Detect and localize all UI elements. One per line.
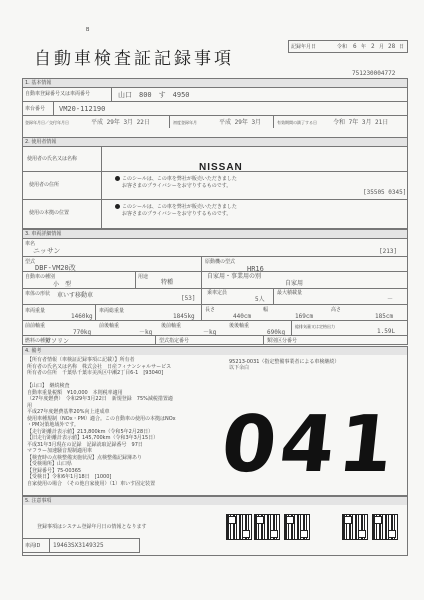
base-location-label: 使用の本拠の位置 <box>29 210 70 216</box>
height-label: 高さ <box>331 307 342 313</box>
remarks-right-line-1: 95213-0031（指定整備事業者による車検継続） <box>229 359 340 365</box>
front-rear-axle-label: 前後軸重 <box>99 323 120 329</box>
remarks-right-line-2: 以下余白 <box>229 365 250 371</box>
section3-heading: 3. 車両詳細情報 <box>25 231 62 237</box>
maker-value: ニッサン <box>33 247 61 255</box>
body-code: [53] <box>181 295 196 302</box>
handwritten-number: 041 <box>217 400 402 490</box>
qr-code-5 <box>372 514 398 540</box>
qr-code-1 <box>226 514 252 540</box>
purpose-label: 自家用・事業用の別 <box>207 273 262 280</box>
section-user-info <box>22 137 408 229</box>
reg-label: 自動車登録番号又は車両番号 <box>25 91 91 97</box>
length-label: 長さ <box>205 307 216 313</box>
privacy-seal-note-1b: お客さまのプライバシーをお守りするものです。 <box>122 183 232 189</box>
remarks-line: ・PM対策地域外です。 <box>27 422 79 428</box>
page-title: 自動車検査証記録事項 <box>34 49 234 69</box>
engine-label: 原動機の型式 <box>205 259 236 265</box>
front-rear-axle-value: －kg <box>139 329 153 336</box>
weight-value: 1460kg <box>71 313 93 320</box>
length-value: 440cm <box>233 313 252 320</box>
remarks-line: 平成27年度燃費基準20%向上達成車 <box>27 409 110 415</box>
user-name-label: 使用者の氏名又は名称 <box>27 156 78 162</box>
section2-heading: 2. 使用者情報 <box>25 139 57 145</box>
chassis-label: 車台番号 <box>25 106 46 112</box>
remarks-line: 平成31年3月現在の記録 記録読取記録番号 97日 <box>27 441 143 448</box>
remarks-line: 自動車重量税額 ¥10,000 本則税率適用 <box>27 389 123 396</box>
rear-rear-axle-value: 690kg <box>267 329 286 336</box>
rear-rear-axle-label: 後後軸重 <box>229 323 250 329</box>
vehicle-id-value: 19463SX3149325 <box>53 542 104 549</box>
remarks-line: 【受検場所】山口県 <box>27 461 73 467</box>
privacy-seal-note-2a: このシールは、この車を弊社が販売いただきました <box>115 204 237 210</box>
vehicle-id-box <box>22 538 140 553</box>
section4-heading: 4. 備考 <box>25 348 42 354</box>
section5-heading: 5. 注意事項 <box>25 498 52 504</box>
load-label: 最大積載量 <box>277 290 303 296</box>
model-label: 型式 <box>25 259 36 265</box>
load-value: － <box>387 296 394 303</box>
remarks-line: 【山口】 継続検査 <box>27 383 70 389</box>
body-label: 車体の形状 <box>25 291 51 297</box>
remarks-line: 【検査時の点検整備実施状況】点検整備記録簿あり <box>27 454 143 461</box>
height-value: 185cm <box>375 313 394 320</box>
user-address-label: 使用者の住所 <box>29 182 60 188</box>
nissan-logo: NISSAN <box>199 162 243 173</box>
expiry-value: 令和 7年 3月 21日 <box>333 119 389 126</box>
expiry-label: 有効期間の満了する日 <box>277 120 317 125</box>
issue-era: 令和 <box>337 44 348 50</box>
letter-b: B <box>86 27 90 33</box>
qr-code-3 <box>284 514 310 540</box>
remarks-line: 【旧走行距離計表示値】145,700km（令和3年3月15日） <box>27 435 159 441</box>
chassis-value: VM20-112190 <box>59 105 106 113</box>
section1-heading: 1. 基本情報 <box>25 80 52 86</box>
issue-year: 6 <box>353 43 357 50</box>
maker-label: 車名 <box>25 241 36 247</box>
issue-date-box: 記録年月日 令和 6 年 2 月 28 日 <box>288 40 408 53</box>
remarks-line: 所有者の氏名又は名称 株式会社 日産フィナンシャルサービス <box>27 363 172 370</box>
fuel-label: 燃料の種類 <box>25 338 51 344</box>
engine-value: HR16 <box>247 265 264 273</box>
weight-label: 車両重量 <box>25 308 46 314</box>
gross-weight-value: 1845kg <box>173 313 195 320</box>
section-vehicle-details <box>22 229 408 345</box>
displacement-label: 総排気量又は定格出力 <box>295 324 335 329</box>
seal-code: [35505 0345] <box>363 189 407 196</box>
remarks-line: 【走行距離計表示値】213,800km（令和5年2月28日） <box>27 428 154 435</box>
capacity-label: 乗車定員 <box>207 290 228 296</box>
use-value: 特種 <box>161 279 174 286</box>
privacy-seal-note-1a: このシールは、この車を弊社が販売いただきました <box>115 176 237 182</box>
privacy-seal-note-2b: お客さまのプライバシーをお守りするものです。 <box>122 211 232 217</box>
category-label: 類別区分番号 <box>267 338 298 344</box>
purpose-value: 自家用 <box>285 280 304 287</box>
issue-day: 28 <box>388 43 396 50</box>
footer-note: 登録事項はシステム登録年月日の情報となります <box>37 524 147 530</box>
first-reg-value: 平成 29年 3月 22日 <box>91 119 150 126</box>
remarks-line: 所有者の住所 千葉県千葉市美浜区中瀬2丁目6-1 [93040] <box>27 370 164 376</box>
vehicle-id-label: 車両ID <box>25 543 41 549</box>
width-label: 幅 <box>263 307 269 313</box>
remarks-line: マフラー加速騒音規制適用車 <box>27 448 93 454</box>
reg-value: 山口 800 す 4950 <box>118 91 190 99</box>
width-value: 169cm <box>295 313 314 320</box>
qr-code-2 <box>254 514 280 540</box>
qr-code-4 <box>342 514 368 540</box>
rear-front-axle-value: －kg <box>203 329 217 336</box>
remarks-line: 【登録番号】75-00365 <box>27 467 82 474</box>
maker-code: [213] <box>379 248 398 255</box>
displacement-value: 1.59L <box>377 328 396 335</box>
front-front-axle-label: 前前軸重 <box>25 323 46 329</box>
gross-weight-label: 車両総重量 <box>99 308 125 314</box>
front-front-axle-value: 770kg <box>73 329 92 336</box>
remarks-line: 使用車種規制（NOx・PM）適合。この自動車の使用の本拠はNOx <box>27 415 176 422</box>
model-value: DBF-VM20改 <box>35 264 76 272</box>
issue-month: 2 <box>371 43 375 50</box>
issue-date-label: 記録年月日 <box>291 44 317 50</box>
rear-front-axle-label: 後前軸重 <box>161 323 182 329</box>
body-value: 車いす移動車 <box>57 292 94 299</box>
remarks-line: 用 <box>27 402 33 409</box>
designation-label: 型式指定番号 <box>159 338 190 344</box>
section-basic-info <box>22 78 408 143</box>
fuel-value: ガソリン <box>45 338 70 345</box>
capacity-value: 5人 <box>255 296 265 303</box>
first-reg-ym-value: 平成 29年 3月 <box>219 119 262 126</box>
use-label: 用途 <box>138 274 149 280</box>
remarks-line: 【受検日】令和6年1月18日 [1000] <box>27 474 112 480</box>
first-reg-label: 登録年月日／交付年月日 <box>25 120 69 125</box>
kind-label: 自動車の種別 <box>25 274 56 280</box>
first-reg-ym-label: 初度登録年月 <box>173 120 197 125</box>
kind-value: 小 型 <box>53 281 72 288</box>
remarks-line: 【所有者情報（車検証記録事項に記載）】所有者 <box>27 357 135 363</box>
remarks-line: （27年度燃費） 令和29年3月22日 新規登録 75%減税措置適 <box>27 396 173 402</box>
remarks-line: 自家使用の場合 （その他自家使用）（1）車いす固定装置 <box>27 480 156 487</box>
document-number: 751230004772 <box>352 70 396 77</box>
